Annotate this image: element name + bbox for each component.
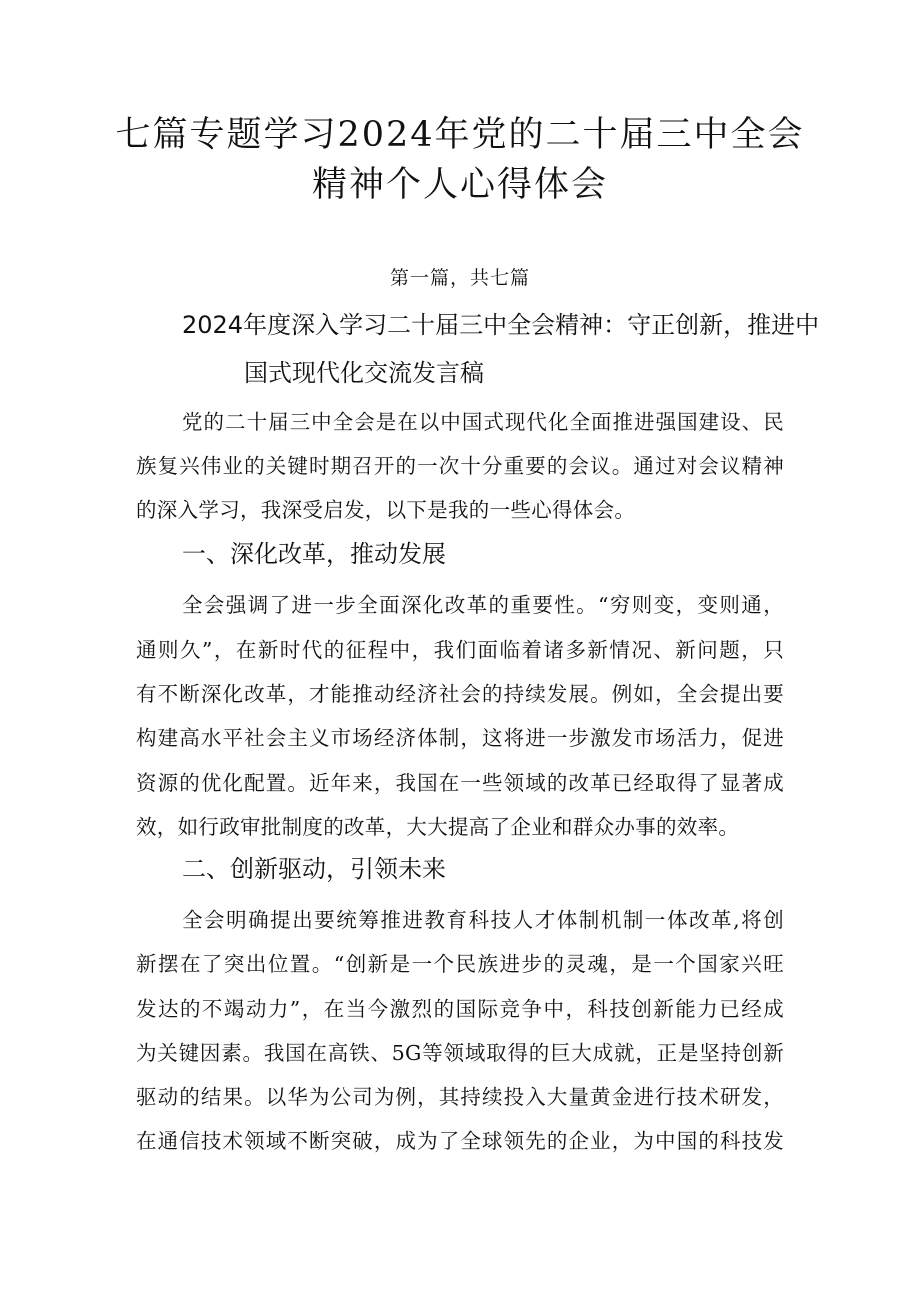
section-2-paragraph-line: 驱动的结果。以华为公司为例，其持续投入大量黄金进行技术研发， (136, 1085, 784, 1109)
intro-paragraph-line: 族复兴伟业的关键时期召开的一次十分重要的会议。通过对会议精神 (136, 454, 784, 478)
section-1-paragraph-line: 构建高水平社会主义市场经济体制，这将进一步激发市场活力，促进 (136, 726, 784, 750)
part-label: 第一篇，共七篇 (389, 267, 530, 289)
section-1-heading: 一、深化改革，推动发展 (182, 540, 446, 568)
section-2-paragraph-line: 全会明确提出要统筹推进教育科技人才体制机制一体改革,将创 (182, 908, 784, 932)
section-1-paragraph-line: 有不断深化改革，才能推动经济社会的持续发展。例如，全会提出要 (136, 682, 784, 706)
document-title-line-1: 七篇专题学习2024年党的二十届三中全会 (115, 115, 805, 155)
speech-title-line-2: 国式现代化交流发言稿 (244, 359, 484, 387)
section-2-paragraph-line: 为关键因素。我国在高铁、5G等领域取得的巨大成就，正是坚持创新 (136, 1041, 784, 1065)
section-2-heading: 二、创新驱动，引领未来 (182, 855, 446, 883)
speech-title-line-1: 2024年度深入学习二十届三中全会精神：守正创新，推进中 (182, 311, 820, 339)
section-1-paragraph-line: 全会强调了进一步全面深化改革的重要性。“穷则变，变则通， (182, 593, 784, 617)
section-2-paragraph-line: 在通信技术领域不断突破，成为了全球领先的企业，为中国的科技发 (136, 1129, 784, 1153)
section-1-paragraph-line: 资源的优化配置。近年来，我国在一些领域的改革已经取得了显著成 (136, 771, 784, 795)
section-1-paragraph-line: 效，如行政审批制度的改革，大大提高了企业和群众办事的效率。 (136, 815, 740, 839)
document-title-line-2: 精神个人心得体会 (311, 165, 608, 205)
section-2-paragraph-line: 发达的不竭动力”，在当今激烈的国际竞争中，科技创新能力已经成 (136, 997, 784, 1021)
section-2-paragraph-line: 新摆在了突出位置。“创新是一个民族进步的灵魂，是一个国家兴旺 (136, 952, 784, 976)
section-1-paragraph-line: 通则久”，在新时代的征程中，我们面临着诸多新情况、新问题，只 (136, 638, 784, 662)
intro-paragraph-line: 党的二十届三中全会是在以中国式现代化全面推进强国建设、民 (182, 410, 784, 434)
intro-paragraph-line: 的深入学习，我深受启发，以下是我的一些心得体会。 (136, 498, 636, 522)
